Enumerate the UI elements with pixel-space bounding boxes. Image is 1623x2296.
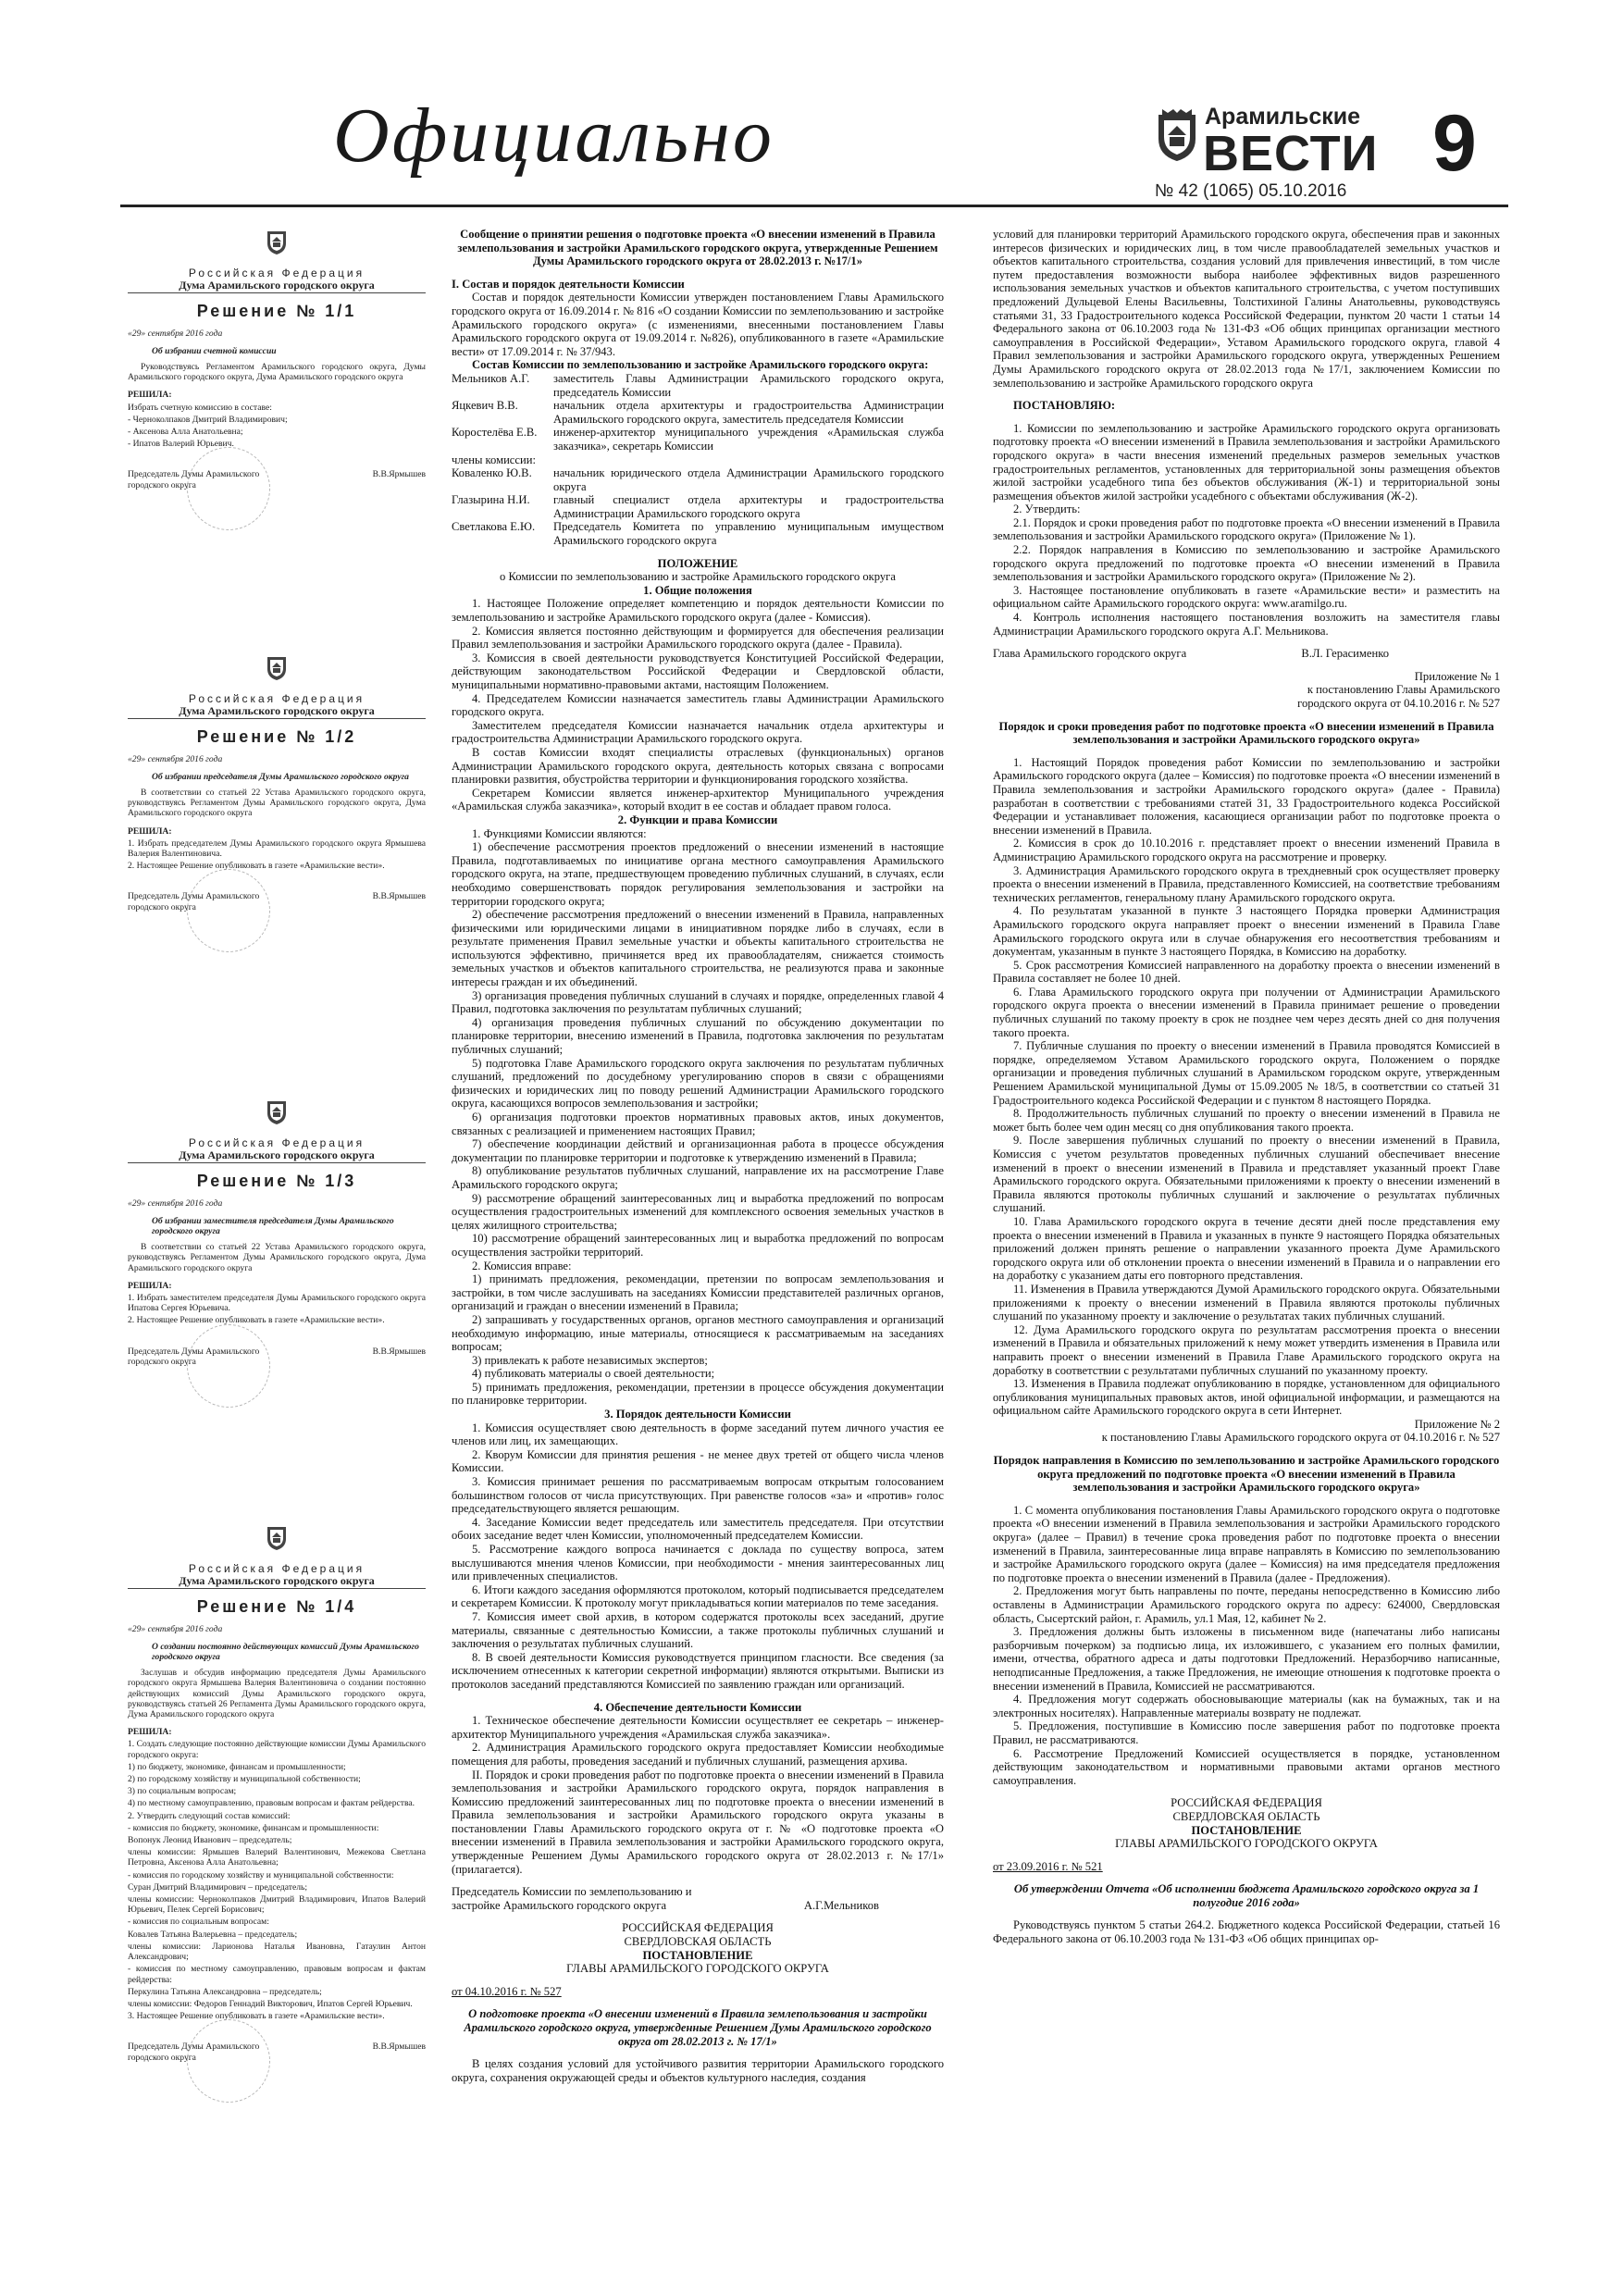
- paragraph: 5) принимать предложения, рекомендации, претензии в процессе обсуждения документации по планировке территории.: [452, 1380, 944, 1408]
- paragraph: 9) рассмотрение обращений заинтересованных лиц и выработка предложений по вопросам осуществления градостроительных изменений для комплексного освоения земельных участков в целях жилищного строительства;: [452, 1191, 944, 1232]
- stamp-seal: [187, 2019, 270, 2103]
- chapter-body: [452, 827, 944, 1409]
- decision-item: Перкулина Татьяна Александровна – председатель;: [128, 1986, 322, 1997]
- signer-name: В.В.Ярмышев: [372, 2042, 426, 2053]
- decision-date: «29» сентября 2016 года: [128, 1198, 223, 1209]
- paragraph: 4) публиковать материалы о своей деятельности;: [472, 1367, 715, 1381]
- decree-date: от 23.09.2016 г. № 521: [993, 1859, 1103, 1873]
- signer-name: В.В.Ярмышев: [372, 469, 426, 480]
- brand-name-top: Арамильские: [1205, 104, 1361, 130]
- decision-item: - Ипатов Валерий Юрьевич.: [128, 439, 234, 450]
- paragraph: 5. Рассмотрение каждого вопроса начинается с доклада по существу вопроса, затем выслушиваются мнения членов Комиссии, при необходимости - мнения заинтересованных лиц или привлеченных специалистов.: [452, 1543, 944, 1583]
- member-role: [553, 453, 944, 467]
- paragraph: 12. Дума Арамильского городского округа по результатам рассмотрения проекта о внесении изменений в Правила и обязательных приложений к нему может утвердить изменения в Правила или направить проект о внесении изменений в Правила Главе Арамильского городского округа на доработку в соответствии с результатами публичных слушаний по указанному проекту.: [993, 1322, 1500, 1377]
- decree-issuer: ГЛАВЫ АРАМИЛЬСКОГО ГОРОДСКОГО ОКРУГА: [1115, 1837, 1378, 1851]
- paragraph: 9. После завершения публичных слушаний по проекту о внесении изменений в Правила, Комиссия с учетом результатов проведенных публичных слушаний обеспечивает внесение изменений в проект о внесении изменений в Правила и представляет указанный проект Главе Арамильского городского округа. Обязательными приложениями к проекту о внесении изменений в Правила являются протоколы публичных слушаний и заключение о результатах публичных слушаний.: [993, 1134, 1500, 1215]
- decision-item: Суран Дмитрий Владимирович – председатель;: [128, 1881, 308, 1893]
- paragraph: 2. Комиссия в срок до 10.10.2016 г. представляет проект о внесении изменений Правила в Администрацию Арамильского городского округа на рассмотрение и проверку.: [993, 837, 1500, 863]
- decision-item: 2. Утвердить следующий состав комиссий:: [128, 1810, 291, 1821]
- member-role: главный специалист отдела архитектуры и градостроительства Администрации Арамильского городского округа: [553, 493, 944, 520]
- paragraph: 1. Функциями Комиссии являются:: [472, 826, 647, 840]
- decision-item: 2. Настоящее Решение опубликовать в газете «Арамильские вести».: [128, 861, 385, 872]
- decision-subject: Об избрании председателя Думы Арамильского городского округа: [152, 771, 409, 782]
- country-name: Российская Федерация: [188, 1562, 365, 1575]
- paragraph: 7. Публичные слушания по проекту о внесении изменений в Правила проводятся Комиссией в порядке, определяемом Уставом Арамильского городского округа, Положением о порядке организации и проведения публичных слушаний в Арамильском городском округе, утвержденным Решением Арамильской муниципальной Думы от 15.09.2005 № 18/5, в соответствии со статьей 31 Градостроительного кодекса Российской Федерации и с пунктом 8 настоящего Порядка.: [993, 1039, 1500, 1107]
- member-row: [452, 493, 944, 520]
- decision-item: члены комиссии: Черноколпаков Дмитрий Владимирович, Ипатов Валерий Юрьевич, Пелек Сергей Борисович;: [128, 1894, 426, 1916]
- paragraph: 10. Глава Арамильского городского округа в течение десяти дней после представления ему проекта о внесении изменений в Правила и указанных в пункте 9 настоящего Порядка обязательных приложений должен принять решение о направлении указанного проекта Думе Арамильского городского округа или об отклонении проекта о внесении изменений в Правила и о направлении его на доработку с указанием даты его повторного представления.: [993, 1214, 1500, 1283]
- decision-intro: Руководствуясь Регламентом Арамильского городского округа, Думы Арамильского городского округа, Дума Арамильского городского округа: [128, 362, 426, 383]
- decision-item: 3) по социальным вопросам;: [128, 1786, 237, 1797]
- member-name: Коваленко Ю.В.: [452, 466, 532, 480]
- decision-item: 1. Избрать заместителем председателя Думы Арамильского городского округа Ипатова Сергея Юрьевича.: [128, 1293, 426, 1314]
- decision-resolved: РЕШИЛА:: [128, 1727, 172, 1738]
- paragraph: 1) обеспечение рассмотрения проектов предложений о внесении изменений в настоящие Правила, подготавливаемых по инициативе органа местного самоуправления Арамильского городского округа, на этапе, предшествующем проведению публичных слушаний, в случаях, если необходимо совершенствовать порядок регулирования землепользования и застройки на территории городского округа;: [452, 840, 944, 908]
- paragraph: 3. Комиссия принимает решения по рассматриваемым вопросам открытым голосованием большинством голосов от числа присутствующих. При равенстве голосов «за» и «против» голос председательствующего является решающим.: [452, 1475, 944, 1516]
- paragraph: 3. Комиссия в своей деятельности руководствуется Конституцией Российской Федерации, действующим законодательством Российской Федерации и Свердловской области, муниципальными нормативно-правовыми актами, настоящим Положением.: [452, 651, 944, 691]
- member-role: инженер-архитектор муниципального учреждения «Арамильская служба заказчика», секретарь Комиссии: [553, 426, 944, 453]
- decision-item: 1. Избрать председателем Думы Арамильского городского округа Ярмышева Валерия Валентиновича.: [128, 838, 426, 860]
- decree-body: [993, 422, 1500, 639]
- paragraph: 3) привлекать к работе независимых экспертов;: [472, 1353, 708, 1367]
- appendix-label: Приложение № 1: [1414, 669, 1500, 683]
- member-name: Мельников А.Г.: [452, 371, 530, 385]
- decree-continuation: [993, 228, 1500, 2287]
- decision-item: - комиссия по городскому хозяйству и муниципальной собственности:: [128, 1869, 394, 1880]
- member-role: Председатель Комитета по управлению муниципальным имуществом Арамильского городского округа: [553, 520, 944, 548]
- paragraph: 13. Изменения в Правила подлежат опубликованию в порядке, установленном для официального опубликования муниципальных правовых актов, иной официальной информации, и размещаются на официальном сайте Арамильского городского округа в сети Интернет.: [993, 1377, 1500, 1418]
- chapter-heading: 1. Общие положения: [643, 583, 752, 597]
- member-role: заместитель Главы Администрации Арамильского городского округа, председатель Комиссии: [553, 371, 944, 399]
- signer-name: А.Г.Мельников: [803, 1898, 879, 1912]
- paragraph: 2. Комиссия является постоянно действующим и формируется для обеспечения реализации Правил землепользования и застройки Арамильского городского округа (далее - Правила).: [452, 624, 944, 652]
- paragraph: 1. Техническое обеспечение деятельности Комиссии осуществляет ее секретарь – инженер-архитектор Муниципального учреждения «Арамильская служба заказчика».: [452, 1714, 944, 1741]
- member-row: [452, 399, 944, 426]
- paragraph: 11. Изменения в Правила утверждаются Думой Арамильского городского округа. Обязательными приложениями к проекту о внесении изменений в Правила являются протоколы публичных слушаний по указанному проекту и заключение о результатах таких публичных слушаний.: [993, 1282, 1500, 1323]
- paragraph: 4. Председателем Комиссии назначается заместитель главы Администрации Арамильского городского округа.: [452, 691, 944, 719]
- appendix-label: Приложение № 2: [1414, 1417, 1500, 1431]
- decision-subject: О создании постоянно действующих комиссий Думы Арамильского городского округа: [152, 1641, 419, 1663]
- paragraph: 7. Комиссия имеет свой архив, в котором содержатся протоколы всех заседаний, другие материалы, связанные с деятельностью Комиссии, а также протоколы публичных слушаний и заключения о результатах публичных слушаний.: [452, 1609, 944, 1651]
- appendix-title: Порядок и сроки проведения работ по подготовке проекта «О внесении изменений в Правила землепользования и застройки Арамильского городского округа»: [998, 719, 1494, 747]
- decision-date: «29» сентября 2016 года: [128, 1623, 223, 1634]
- decree-title: ПОСТАНОВЛЕНИЕ: [1191, 1823, 1302, 1837]
- appendix-ref: к постановлению Главы Арамильского: [1307, 683, 1500, 697]
- duma-decision: [128, 228, 426, 534]
- signer-name: В.В.Ярмышев: [372, 891, 426, 902]
- member-name: Яцкевич В.В.: [452, 399, 518, 413]
- decree-region: СВЕРДЛОВСКАЯ ОБЛАСТЬ: [1172, 1809, 1320, 1823]
- appendix-ref: к постановлению Главы Арамильского городского округа от 04.10.2016 г. № 527: [1101, 1431, 1500, 1445]
- signature-block: [128, 2042, 426, 2106]
- announcement-title: Сообщение о принятии решения о подготовке проекта «О внесении изменений в Правила землепользования и застройки Арамильского городского округа, утвержденные Решением Думы Арамильского городского округа от 28.02.2013 г. №17/1»: [457, 228, 938, 268]
- paragraph: 2. Администрация Арамильского городского округа предоставляет Комиссии необходимые помещения для работы, проведения заседаний и публичных слушаний, размещения архива.: [452, 1741, 944, 1768]
- decree-date: от 04.10.2016 г. № 527: [452, 1984, 562, 1998]
- decree-subject: О подготовке проекта «О внесении изменений в Правила землепользования и застройки Арамильского городского округа, утвержденные Решением Думы Арамильского городского округа от 28.02.2013 г. № 17/1»: [464, 2007, 932, 2048]
- member-name: Глазырина Н.И.: [452, 493, 530, 507]
- chapter-heading: 3. Порядок деятельности Комиссии: [604, 1408, 791, 1421]
- paragraph: 7) обеспечение координации действий и организационная работа в процессе обсуждения документации по планировке территории и подготовке к утверждению изменений в Правила;: [452, 1137, 944, 1164]
- signer-name: В.В.Ярмышев: [372, 1346, 426, 1357]
- chapter-body: [452, 1714, 944, 1876]
- paragraph: 3. Настоящее постановление опубликовать в газете «Арамильские вести» и разместить на официальном сайте Арамильского городского округа: www.aramilgo.ru.: [993, 583, 1500, 611]
- regulation-subtitle: о Комиссии по землепользованию и застройке Арамильского городского округа: [500, 570, 896, 584]
- signature-block: [993, 647, 1500, 661]
- decision-number: Решение № 1/4: [196, 1597, 357, 1617]
- member-role: начальник юридического отдела Администрации Арамильского городского округа: [553, 466, 944, 493]
- decision-item: 2. Настоящее Решение опубликовать в газете «Арамильские вести».: [128, 1315, 385, 1326]
- signature-block: [452, 1885, 944, 1912]
- decision-item: члены комиссии: Ларионова Наталья Ивановна, Гатаулин Антон Александрович;: [128, 1941, 426, 1963]
- paragraph: 3. Администрация Арамильского городского округа в трехдневный срок осуществляет проверку проекта о внесении изменений в Правила, представленного Комиссией, на соответствие требованиям технических регламентов, генеральному плану Арамильского городского округа.: [993, 863, 1500, 904]
- decision-date: «29» сентября 2016 года: [128, 328, 223, 339]
- member-role: начальник отдела архитектуры и градостроительства Администрации Арамильского городского округа, заместитель председателя Комиссии: [553, 399, 944, 426]
- member-row: [452, 426, 944, 453]
- coat-of-arms-icon: [266, 228, 288, 255]
- duma-name: Дума Арамильского городского округа: [128, 706, 426, 719]
- member-row: [452, 466, 944, 493]
- decision-date: «29» сентября 2016 года: [128, 753, 223, 764]
- paragraph: 2) обеспечение рассмотрения предложений о внесении изменений в Правила, направленных физическими или юридическими лицами в инициативном порядке либо в случаях, если в результате применения Правил земельные участки и объекты капитального строительства не используются эффективно, причиняется вред их правообладателям, снижается стоимость земельных участков и объектов капитального строительства, не реализуются права и законные интересы граждан и их объединений.: [452, 908, 944, 989]
- paragraph: Заместителем председателя Комиссии назначается начальник отдела архитектуры и градостроительства Администрации Арамильского городского округа.: [452, 718, 944, 746]
- decision-subject: Об избрании заместителя председателя Думы Арамильского городского округа: [152, 1215, 394, 1237]
- paragraph: 2.1. Порядок и сроки проведения работ по подготовке проекта «О внесении изменений в Правила землепользования и застройки Арамильского городского округа» (Приложение № 1).: [993, 515, 1500, 543]
- signer-name: В.Л. Герасименко: [1301, 647, 1389, 661]
- paragraph: 6. Итоги каждого заседания оформляются протоколом, который подписывается председателем и секретарем Комиссии. К протоколу могут прикладываться копии материалов по теме заседания.: [452, 1582, 944, 1610]
- duma-decision: [128, 1098, 426, 1411]
- paragraph: 1. Комиссии по землепользованию и застройке Арамильского городского округа организовать подготовку проекта «О внесении изменений в Правила землепользования и застройки Арамильского городского округа» в части внесения изменений предельных размеров земельных участков градостроительных регламентов, установленных для территориальной зоны размещения объектов жилой застройки усадебного типа без объектов обслуживания (Ж-1) и территориальной зоны размещения объектов жилой застройки усадебного с объектами обслуживания (Ж-2).: [993, 421, 1500, 503]
- duma-name: Дума Арамильского городского округа: [128, 1150, 426, 1163]
- appendix-title: Порядок направления в Комиссию по землепользованию и застройке Арамильского городского округа предложений по подготовке проекта «О внесении изменений в Правила землепользования и застройки Арамильского городского округа»: [993, 1454, 1500, 1495]
- stamp-seal: [187, 447, 270, 530]
- appendix-ref: городского округа от 04.10.2016 г. № 527: [1297, 697, 1500, 710]
- chapter-body: [452, 1421, 944, 1692]
- paragraph: 4) организация проведения публичных слушаний по обсуждению документации по планировке территории, внесению изменений в Правила, подготовка заключения по результатам публичных слушаний;: [452, 1015, 944, 1057]
- paragraph: 4. Заседание Комиссии ведет председатель или заместитель председателя. При отсутствии обоих заседание ведет член Комиссии, уполномоченный председателем Комиссии.: [452, 1515, 944, 1543]
- decision-resolved: РЕШИЛА:: [128, 825, 172, 837]
- commission-announcement: [452, 228, 944, 2287]
- member-row: [452, 453, 944, 467]
- decree-subject: Об утверждении Отчета «Об исполнении бюджета Арамильского городского округа за 1 полугодие 2016 года»: [1013, 1882, 1480, 1909]
- paragraph: 2.2. Порядок направления в Комиссию по землепользованию и застройке Арамильского городского округа предложений по подготовке проекта «О внесении изменений в Правила землепользования и застройки Арамильского городского округа» (Приложение № 2).: [993, 543, 1500, 584]
- paragraph: 8. Продолжительность публичных слушаний по проекту о внесении изменений в Правила не может быть более чем один месяц со дня опубликования такого проекта.: [993, 1107, 1500, 1134]
- paragraph: 4. Контроль исполнения настоящего постановления возложить на заместителя главы Администрации Арамильского городского округа А.Г. Мельникова.: [993, 611, 1500, 638]
- paragraph: 6. Рассмотрение Предложений Комиссией осуществляется в порядке, установленном действующим законодательством и нормативными правовыми актами органов местного самоуправления.: [993, 1746, 1500, 1787]
- paragraph: 1) принимать предложения, рекомендации, претензии по вопросам землепользования и застройки, в том числе заслушивать на заседаниях Комиссии представителей различных органов, организаций и граждан о внесении изменений в Правила;: [452, 1272, 944, 1313]
- decision-item: - Черноколпаков Дмитрий Владимирович;: [128, 414, 288, 425]
- coat-of-arms-icon: [266, 653, 288, 681]
- decision-number: Решение № 1/3: [196, 1172, 357, 1191]
- coat-of-arms-icon: [266, 1523, 288, 1551]
- chapter-heading: 4. Обеспечение деятельности Комиссии: [593, 1700, 802, 1714]
- decision-item: 1. Создать следующие постоянно действующие комиссии Думы Арамильского городского округа:: [128, 1739, 426, 1760]
- signer-role: Председатель Думы Арамильского городского округа: [128, 1346, 260, 1367]
- paragraph: 1. С момента опубликования постановления Главы Арамильского городского округа о подготовке проекта «О внесении изменений в Правила землепользования и застройки Арамильского городского округа» (далее – Правил) в течение срока проведения работ по подготовке проекта о внесении изменений в Правила, заинтересованные лица вправе направлять в Комиссию по землепользованию и застройке Арамильского городского округа (далее – Комиссия) на имя председателя предложения по подготовке проекта о внесении изменений в Правила (далее - Предложения).: [993, 1503, 1500, 1584]
- chapter-body: [452, 597, 944, 813]
- decision-item: члены комиссии: Федоров Геннадий Викторович, Ипатов Сергей Юрьевич.: [128, 1998, 413, 2009]
- country-name: Российская Федерация: [188, 692, 365, 705]
- decision-intro: В соответствии со статьей 22 Устава Арамильского городского округа, руководствуясь Регламентом Думы Арамильского городского округа, Дума Арамильского городского округа: [128, 1242, 426, 1273]
- signature-block: [128, 1347, 426, 1411]
- commission-members: [452, 372, 944, 548]
- member-name: члены комиссии:: [452, 453, 536, 466]
- duma-name: Дума Арамильского городского округа: [128, 280, 426, 293]
- decree-resolves: ПОСТАНОВЛЯЮ:: [1013, 399, 1116, 413]
- member-row: [452, 520, 944, 547]
- paragraph: 1. Комиссия осуществляет свою деятельность в форме заседаний путем личного участия ее членов или лиц, их замещающих.: [452, 1421, 944, 1448]
- decision-number: Решение № 1/1: [196, 302, 357, 321]
- signer-role: Председатель Думы Арамильского городского округа: [128, 891, 260, 912]
- decision-item: Вопонук Леонид Иванович – председатель;: [128, 1835, 292, 1846]
- decision-item: 3. Настоящее Решение опубликовать в газете «Арамильские вести».: [128, 2011, 385, 2022]
- signature-block: [128, 469, 426, 534]
- decision-item: - комиссия по местному самоуправлению, правовым вопросам и фактам рейдерства:: [128, 1964, 426, 1985]
- member-name: Светлакова Е.Ю.: [452, 520, 536, 534]
- decision-number: Решение № 1/2: [196, 727, 357, 747]
- decision-item: 1) по бюджету, экономике, финансам и промышленности;: [128, 1761, 346, 1772]
- decision-resolved: РЕШИЛА:: [128, 390, 172, 401]
- coat-of-arms-icon: [266, 1098, 288, 1125]
- stamp-seal: [187, 869, 270, 952]
- duma-name: Дума Арамильского городского округа: [128, 1576, 426, 1589]
- decision-item: 4) по местному самоуправлению, правовым вопросам и фактам рейдерства.: [128, 1798, 415, 1809]
- decision-item: члены комиссии: Ярмышев Валерий Валентинович, Межекова Светлана Петровна, Аксенова Алла Анатольевна;: [128, 1847, 426, 1868]
- decision-intro: Заслушав и обсудив информацию председателя Думы Арамильского городского округа Ярмышева Валерия Валентиновича о создании постоянно действующих комиссий Думы Арамильского городского округа, руководствуясь статьей 26 Регламента Думы Арамильского городского округа, Дума Арамильского городского округа: [128, 1668, 426, 1720]
- paragraph: 6) организация подготовки проектов нормативных правовых актов, иных документов, связанных с реализацией и применением настоящих Правил;: [452, 1111, 944, 1137]
- decision-item: 2) по городскому хозяйству и муниципальной собственности;: [128, 1774, 361, 1785]
- paragraph: 2) запрашивать у государственных органов, органов местного самоуправления и организаций необходимую информацию, иные материалы, относящиеся к рассматриваемым на заседаниях вопросам;: [452, 1312, 944, 1354]
- paragraph: 5. Срок рассмотрения Комиссией направленного на доработку проекта о внесении изменений в Правила составляет не более 10 дней.: [993, 958, 1500, 986]
- paragraph: 4. Предложения могут содержать обосновывающие материалы (как на бумажных, так и на электронных носителях). Направленные материалы возврату не подлежат.: [993, 1693, 1500, 1719]
- paragraph: 2. Комиссия вправе:: [472, 1259, 572, 1272]
- appendix-body: [993, 1504, 1500, 1787]
- chapter-heading: 2. Функции и права Комиссии: [617, 813, 778, 826]
- paragraph: 2. Кворум Комиссии для принятия решения - не менее двух третей от общего числа членов Комиссии.: [452, 1447, 944, 1475]
- section-title: Официально: [333, 93, 774, 179]
- paragraph: 5. Предложения, поступившие в Комиссию после завершения работ по подготовке проекта Правил, не рассматриваются.: [993, 1719, 1500, 1746]
- signer-role: Глава Арамильского городского округа: [993, 647, 1187, 661]
- brand-name-main: ВЕСТИ: [1203, 126, 1379, 181]
- decision-item: - Аксенова Алла Анатольевна;: [128, 427, 243, 438]
- country-name: Российская Федерация: [188, 1136, 365, 1149]
- decree-region: СВЕРДЛОВСКАЯ ОБЛАСТЬ: [624, 1935, 772, 1949]
- paragraph: II. Порядок и сроки проведения работ по подготовке проекта о внесении изменений в Правила землепользования и застройки Арамильского городского округа, порядок направления в Комиссию предложений заинтересованных лиц по подготовке проекта о внесении изменений в Правила землепользования и застройки Арамильского городского округа указаны в постановлении Главы Арамильского городского округа от г. № «О подготовке проекта «О внесении изменений в Правила землепользования и застройки Арамильского городского округа, утвержденные Решением Думы Арамильского городского округа от 28.02.2013 г. №17/1» (прилагается).: [452, 1768, 944, 1876]
- paragraph: 5) подготовка Главе Арамильского городского округа заключения по результатам публичных слушаний, предложений по досудебному урегулированию споров в связи с обращениями физических и юридических лиц по поводу решений Администрации Арамильского городского округа, касающихся вопросов землепользования и застройки;: [452, 1056, 944, 1111]
- member-name: Коростелёва Е.В.: [452, 426, 538, 440]
- decision-item: - комиссия по социальным вопросам:: [128, 1917, 269, 1928]
- regulation-title: ПОЛОЖЕНИЕ: [657, 556, 738, 570]
- country-name: Российская Федерация: [188, 267, 365, 279]
- paragraph: 2. Утвердить:: [1013, 503, 1081, 516]
- paragraph: Состав Комиссии по землепользованию и застройке Арамильского городского округа:: [472, 358, 929, 372]
- header-divider: [120, 205, 1508, 207]
- decision-intro: В соответствии со статьей 22 Устава Арамильского городского округа, руководствуясь Регламентом Думы Арамильского городского округа, Дума Арамильского городского округа: [128, 788, 426, 819]
- appendix-body: [993, 756, 1500, 1418]
- paragraph: 3. Предложения должны быть изложены в письменном виде (напечатаны либо написаны разборчивым почерком) за подписью лица, их изложившего, с указанием его полных фамилии, имени, отчества, обратного адреса и даты подготовки Предложений. Неразборчиво написанные, неподписанные Предложения, а также Предложения, не имеющие отношения к подготовке проекта о внесении изменений в Правила, Комиссией не рассматриваются.: [993, 1625, 1500, 1693]
- paragraph: 8) опубликование результатов публичных слушаний, направление их на рассмотрение Главе Арамильского городского округа;: [452, 1164, 944, 1191]
- decision-resolved: РЕШИЛА:: [128, 1280, 172, 1291]
- decision-item: Избрать счетную комиссию в составе:: [128, 402, 272, 413]
- signature-block: [128, 891, 426, 956]
- paragraph: Состав и порядок деятельности Комиссии утвержден постановлением Главы Арамильского городского округа от 16.09.2014 г. № 816 «О создании Комиссии по землепользованию и застройке Арамильского городского округа» (с изменениями, внесенными постановлением Главы Арамильского городского округа от 19.09.2014 г. №826), опубликованного в газете «Арамильские вести» от 17.09.2014 г. № 37/943.: [452, 291, 944, 358]
- coat-of-arms-icon: [1155, 107, 1199, 163]
- decision-item: - комиссия по бюджету, экономике, финансам и промышленности:: [128, 1822, 379, 1833]
- decree-title: ПОСТАНОВЛЕНИЕ: [642, 1948, 753, 1962]
- paragraph: В состав Комиссии входят специалисты отраслевых (функциональных) органов Администрации Арамильского городского округа, деятельность которых связана с вопросами планировки развития, обустройства территории и функционирования городского хозяйства.: [452, 745, 944, 787]
- signer-role: Председатель Комиссии по землепользованию и застройке Арамильского городского округа: [452, 1885, 692, 1912]
- signer-role: Председатель Думы Арамильского городского округа: [128, 2042, 260, 2063]
- paragraph: 3) организация проведения публичных слушаний в случаях и порядке, определенных главой 4 Правил, подготовка заключения по результатам публичных слушаний;: [452, 988, 944, 1016]
- member-row: [452, 372, 944, 399]
- section-heading: I. Состав и порядок деятельности Комиссии: [452, 277, 685, 291]
- decision-item: Ковалев Татьяна Валерьевна – председатель;: [128, 1929, 298, 1940]
- paragraph: 6. Глава Арамильского городского округа при получении от Администрации Арамильского городского округа проекта о внесении изменений в Правила принимает решение о проведении публичных слушаний по такому проекту в срок не позднее чем через десять дней со дня получения такого проекта.: [993, 985, 1500, 1039]
- decree-issuer: ГЛАВЫ АРАМИЛЬСКОГО ГОРОДСКОГО ОКРУГА: [566, 1962, 829, 1976]
- decree-country: РОССИЙСКАЯ ФЕДЕРАЦИЯ: [1171, 1796, 1322, 1810]
- paragraph: 4. По результатам указанной в пункте 3 настоящего Порядка проверки Администрация Арамильского городского округа направляет проект о внесении изменений в Правила Главе Арамильского городского округа или в случае обнаружения его несоответствия требованиям и документам, указанным в пункте 3 настоящего Порядка, в Комиссию на доработку.: [993, 904, 1500, 959]
- duma-decision: [128, 653, 426, 956]
- issue-number: № 42 (1065) 05.10.2016: [1155, 181, 1347, 201]
- paragraph: 2. Предложения могут быть направлены по почте, переданы непосредственно в Комиссию либо оставлены в Администрации Арамильского городского округа по адресу: 624000, Свердловская область, Сысертский район, г. Арамиль, ул.1 Мая, 12, кабинет № 2.: [993, 1584, 1500, 1625]
- paragraph: 1. Настоящий Порядок проведения работ Комиссии по землепользованию и застройки Арамильского городского округа (далее – Комиссия) по подготовке проекта «О внесении изменений в Правила землепользования и застройки Арамильского городского округа» (далее - Правила) разработан в соответствии с требованиями статей 31, 33 Градостроительного кодекса Российской Федерации и устанавливает положения, касающиеся организации работ по подготовке проекта о внесении изменений в Правила.: [993, 755, 1500, 837]
- paragraph: условий для планировки территорий Арамильского городского округа, обеспечения прав и законных интересов физических и юридических лиц, в том числе правообладателей земельных участков и объектов капитального строительства, создания условий для привлечения инвестиций, в том числе путем предоставления возможности выбора наиболее эффективных видов разрешенного использования земельных участков и объектов капитального строительства, с учетом поступивших предложений Дульцевой Елены Васильевны, Толстихиной Галины Анатольевны, руководствуясь статьями 31, 33 Градостроительного кодекса Российской Федерации, пунктом 20 части 1 статьи 14 Федерального закона от 06.10.2003 года № 131-ФЗ «Об общих принципах организации местного самоуправления в Российской Федерации», Уставом Арамильского городского округа, главой 4 Правил землепользования и застройки Арамильского городского округа, утвержденных Решением Думы Арамильского городского округа от 28.02.2013 года №17/1, заключением Комиссии по землепользованию и застройке Арамильского городского округа: [993, 228, 1500, 390]
- signer-role: Председатель Думы Арамильского городского округа: [128, 469, 260, 490]
- paragraph: 8. В своей деятельности Комиссия руководствуется принципом гласности. Все сведения (за исключением отнесенных к категории секретной информации) являются открытыми. Выписки из протоколов заседаний представляются Комиссией по заявлению граждан или организаций.: [452, 1650, 944, 1691]
- paragraph: 10) рассмотрение обращений заинтересованных лиц и выработка предложений по вопросам осуществления застройки территорий.: [452, 1232, 944, 1259]
- paragraph: Секретарем Комиссии является инженер-архитектор Муниципального учреждения «Арамильская служба заказчика», который входит в ее состав и обладает правом голоса.: [452, 786, 944, 813]
- paragraph: В целях создания условий для устойчивого развития территории Арамильского городского округа, сохранения окружающей среды и объектов культурного наследия, создания: [452, 2057, 944, 2084]
- paragraph: 1. Настоящее Положение определяет компетенцию и порядок деятельности Комиссии по землепользованию и застройке Арамильского городского округа (далее - Комиссия).: [452, 597, 944, 625]
- stamp-seal: [187, 1324, 270, 1408]
- decision-subject: Об избрании счетной комиссии: [152, 345, 277, 356]
- page-number: 9: [1432, 99, 1477, 188]
- decree-country: РОССИЙСКАЯ ФЕДЕРАЦИЯ: [622, 1921, 774, 1935]
- duma-decision: [128, 1523, 426, 2106]
- paragraph: Руководствуясь пунктом 5 статьи 264.2. Бюджетного кодекса Российской Федерации, статьей 16 Федерального закона от 06.10.2003 года № 131-ФЗ «Об общих принципах ор-: [993, 1918, 1500, 1946]
